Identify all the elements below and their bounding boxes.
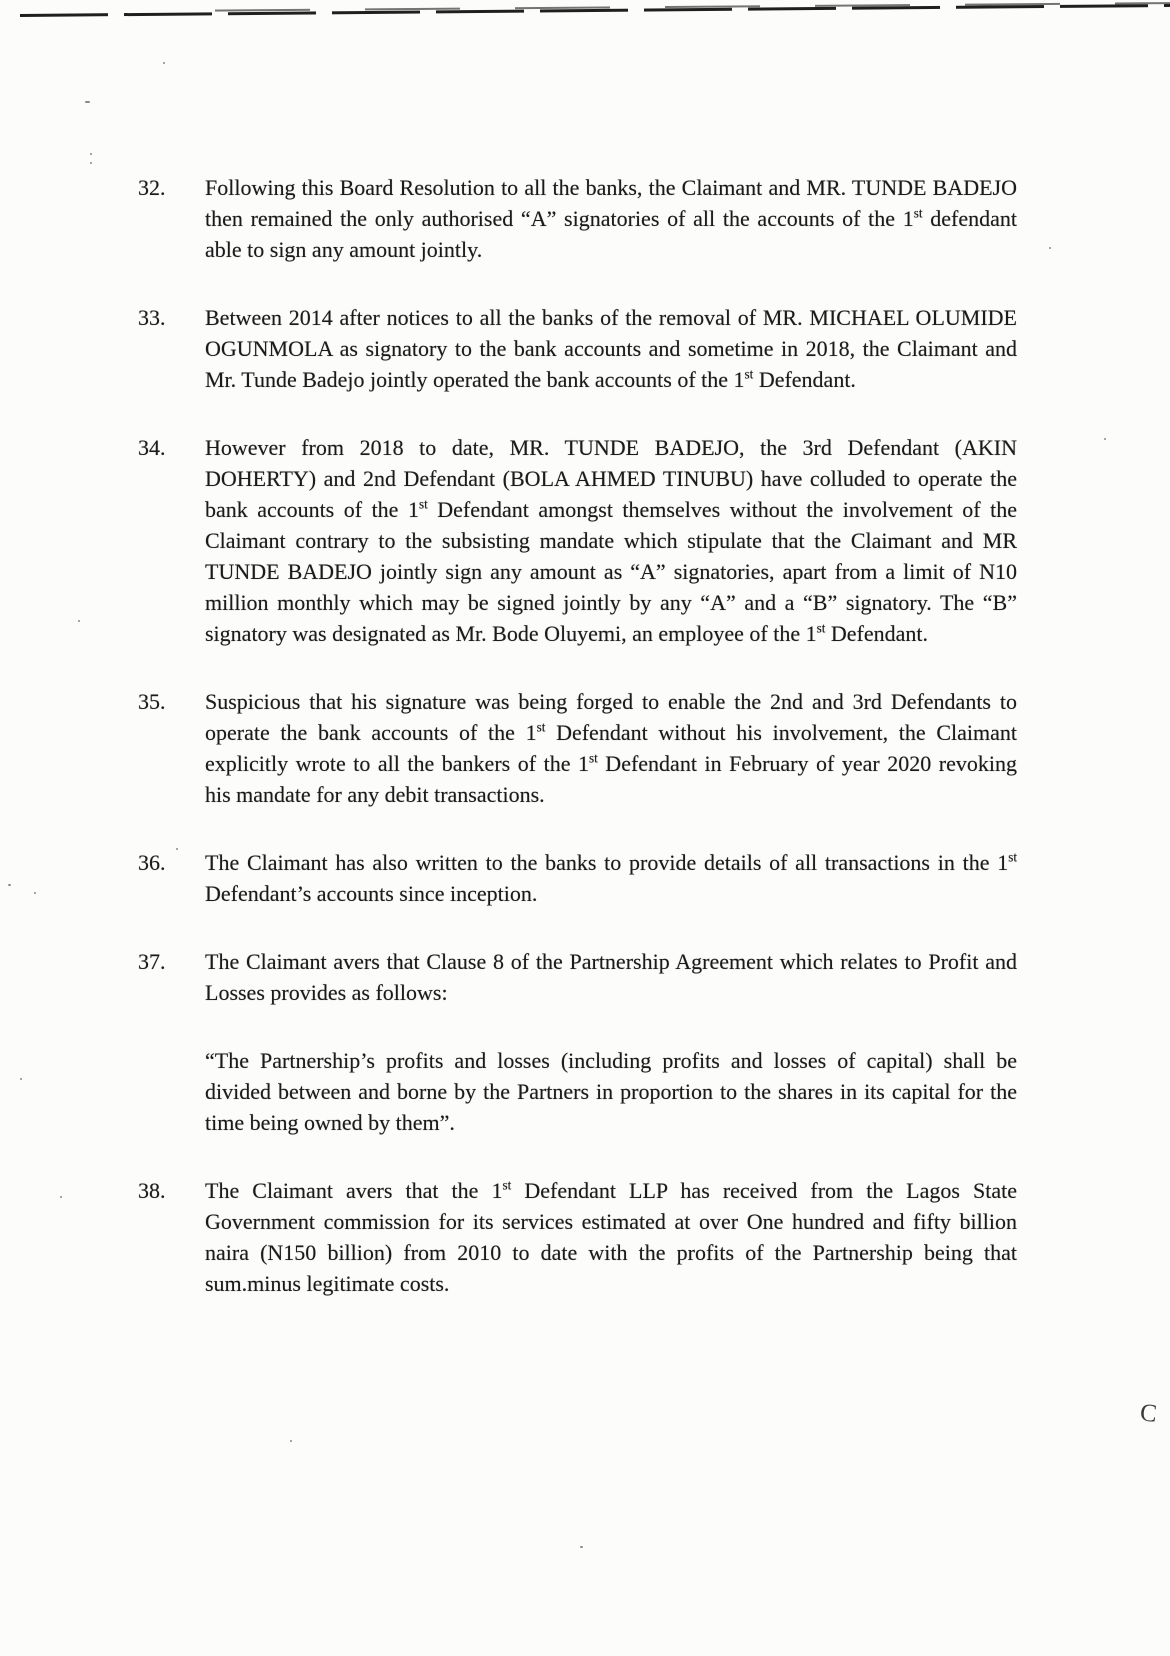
handwritten-margin-mark: C <box>1138 1399 1159 1428</box>
scan-speck <box>290 1440 292 1442</box>
paragraph-text: The Claimant avers that the 1st Defendant LLP has received from the Lagos State Government commission for its services estimated at over One hundred and fifty billion naira (N150 billion) from 2010 to date with the profits of the Partnership being that sum.minus legitimate costs. <box>205 1177 1017 1296</box>
scan-speck <box>78 620 80 622</box>
scan-speck <box>90 162 92 164</box>
scan-speck <box>34 892 36 894</box>
numbered-paragraph <box>0 686 1170 810</box>
scan-speck <box>20 1078 22 1080</box>
paragraph-number: 35. <box>138 689 166 714</box>
numbered-paragraph <box>0 1175 1170 1299</box>
numbered-paragraph <box>0 847 1170 909</box>
paragraph-number: 34. <box>138 435 166 460</box>
numbered-paragraph <box>0 946 1170 1008</box>
scan-speck <box>176 848 178 850</box>
paragraph-number: 33. <box>138 305 166 330</box>
paragraph-text: Following this Board Resolution to all the banks, the Claimant and MR. TUNDE BADEJO then remained the only authorised “A” signatories of all the accounts of the 1st defendant able to sign any amount jointly. <box>205 175 1017 262</box>
paragraph-number <box>138 1045 205 1138</box>
scan-speck <box>8 884 11 886</box>
paragraph-text: The Claimant has also written to the banks to provide details of all transactions in the 1st Defendant’s accounts since inception. <box>205 849 1017 906</box>
paragraph-number: 38. <box>138 1178 166 1203</box>
paragraph-text: Between 2014 after notices to all the banks of the removal of MR. MICHAEL OLUMIDE OGUNMOLA as signatory to the bank accounts and sometime in 2018, the Claimant and Mr. Tunde Badejo jointly operated the bank accounts of the 1st Defendant. <box>205 305 1017 392</box>
paragraph-list <box>0 172 1170 1336</box>
numbered-paragraph <box>0 172 1170 265</box>
paragraph-number: 37. <box>138 949 166 974</box>
numbered-paragraph <box>0 432 1170 649</box>
scan-speck <box>60 1196 62 1198</box>
paragraph-text: However from 2018 to date, MR. TUNDE BADEJO, the 3rd Defendant (AKIN DOHERTY) and 2nd Defendant (BOLA AHMED TINUBU) have colluded to operate the bank accounts of the 1st Defendant amongst themselves without the involvement of the Claimant contrary to the subsisting mandate which stipulate that the Claimant and MR TUNDE BADEJO jointly sign any amount as “A” signatories, apart from a limit of N10 million monthly which may be signed jointly by any “A” and a “B” signatory. The “B” signatory was designated as Mr. Bode Oluyemi, an employee of the 1st Defendant. <box>205 435 1017 646</box>
paragraph-number: 32. <box>138 175 166 200</box>
paragraph-text: “The Partnership’s profits and losses (including profits and losses of capital) shall be divided between and borne by the Partners in proportion to the shares in its capital for the time being owned by them”. <box>205 1048 1017 1135</box>
scan-speck <box>1049 247 1051 249</box>
quote-paragraph <box>0 1045 1170 1138</box>
paragraph-number: 36. <box>138 850 166 875</box>
paragraph-text: Suspicious that his signature was being forged to enable the 2nd and 3rd Defendants to operate the bank accounts of the 1st Defendant without his involvement, the Claimant explicitly wrote to all the bankers of the 1st Defendant in February of year 2020 revoking his mandate for any debit transactions. <box>205 689 1017 807</box>
scan-speck <box>1104 438 1106 440</box>
scan-speck <box>580 1546 583 1548</box>
numbered-paragraph <box>0 302 1170 395</box>
scan-speck <box>90 153 92 155</box>
scan-speck <box>85 101 90 103</box>
paragraph-text: The Claimant avers that Clause 8 of the Partnership Agreement which relates to Profit and Losses provides as follows: <box>205 949 1017 1005</box>
scan-speck <box>163 62 165 64</box>
